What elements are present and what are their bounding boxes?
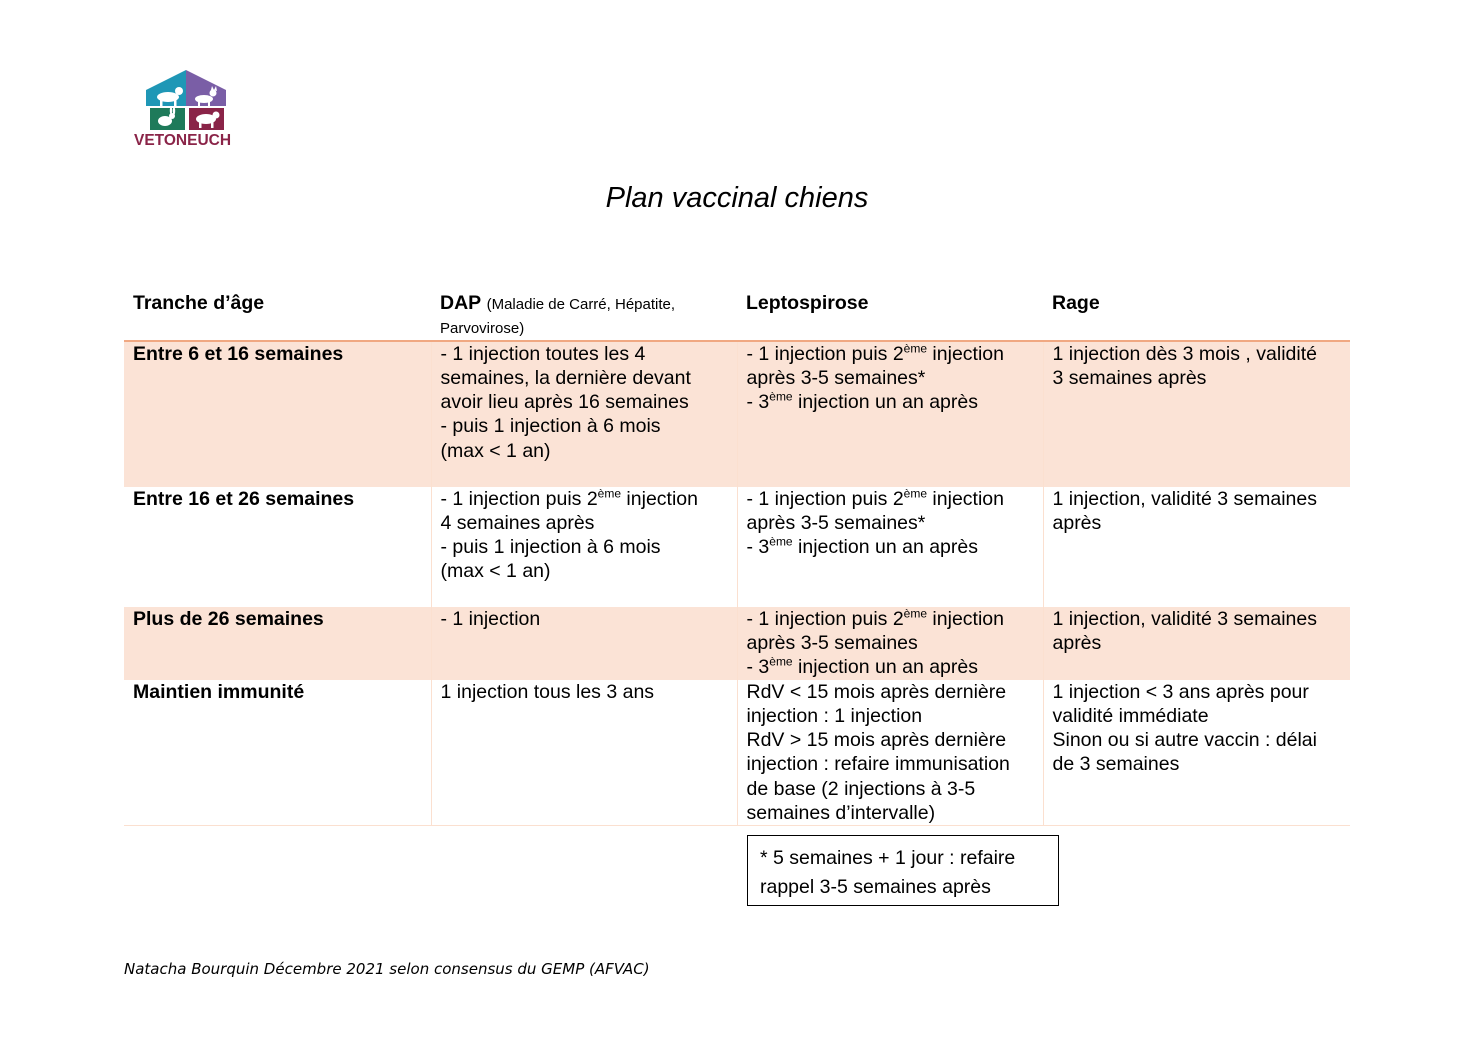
cell-dap: - 1 injection puis 2ème injection 4 semaines après - puis 1 injection à 6 mois (max < 1 an) [431,487,737,607]
table-row [124,341,1350,487]
header-rage: Rage [1052,292,1100,314]
header-age: Tranche d’âge [133,292,265,314]
table-header-row [124,287,1350,341]
logo-text: VETONEUCH [134,132,232,149]
cell-rage: 1 injection dès 3 mois , validité 3 semaines après [1043,341,1350,487]
cell-rage: 1 injection, validité 3 semaines après [1043,607,1350,680]
cell-age: Maintien immunité [124,680,431,826]
footnote-box: * 5 semaines + 1 jour : refaire rappel 3-5 semaines après [747,835,1059,906]
cell-age: Entre 16 et 26 semaines [133,487,355,510]
table-row [124,607,1350,680]
cell-lepto: RdV < 15 mois après dernière injection : 1 injection RdV > 15 mois après dernière injection : refaire immunisation de base (2 injections à 3-5 semaines d’intervalle) [737,680,1043,826]
cell-rage: 1 injection < 3 ans après pour validité immédiate Sinon ou si autre vaccin : délai de 3 semaines [1043,680,1350,826]
vaccination-table [124,287,1350,826]
header-dap: DAP (Maladie de Carré, Hépatite, Parvovirose) [440,292,676,338]
cell-lepto: - 1 injection puis 2ème injection après 3-5 semaines* - 3ème injection un an après [737,487,1043,607]
cell-age: Plus de 26 semaines [124,607,431,680]
vetoneuch-logo [134,68,240,152]
cell-lepto: - 1 injection puis 2ème injection après 3-5 semaines* - 3ème injection un an après [737,341,1043,487]
cell-dap: - 1 injection toutes les 4 semaines, la dernière devant avoir lieu après 16 semaines - puis 1 injection à 6 mois (max < 1 an) [431,341,737,487]
cell-dap: - 1 injection [431,607,737,680]
cell-age: Entre 6 et 16 semaines [124,341,431,487]
house-animals-icon [134,68,240,132]
table-row [124,487,1350,607]
page-title: Plan vaccinal chiens [605,182,869,214]
cell-rage: 1 injection, validité 3 semaines après [1043,487,1350,607]
table-row [124,680,1350,826]
footer-credit: Natacha Bourquin Décembre 2021 selon consensus du GEMP (AFVAC) [124,960,650,978]
cell-dap: 1 injection tous les 3 ans [431,680,737,826]
header-lepto: Leptospirose [746,292,869,314]
cell-lepto: - 1 injection puis 2ème injection après 3-5 semaines - 3ème injection un an après [737,607,1043,680]
